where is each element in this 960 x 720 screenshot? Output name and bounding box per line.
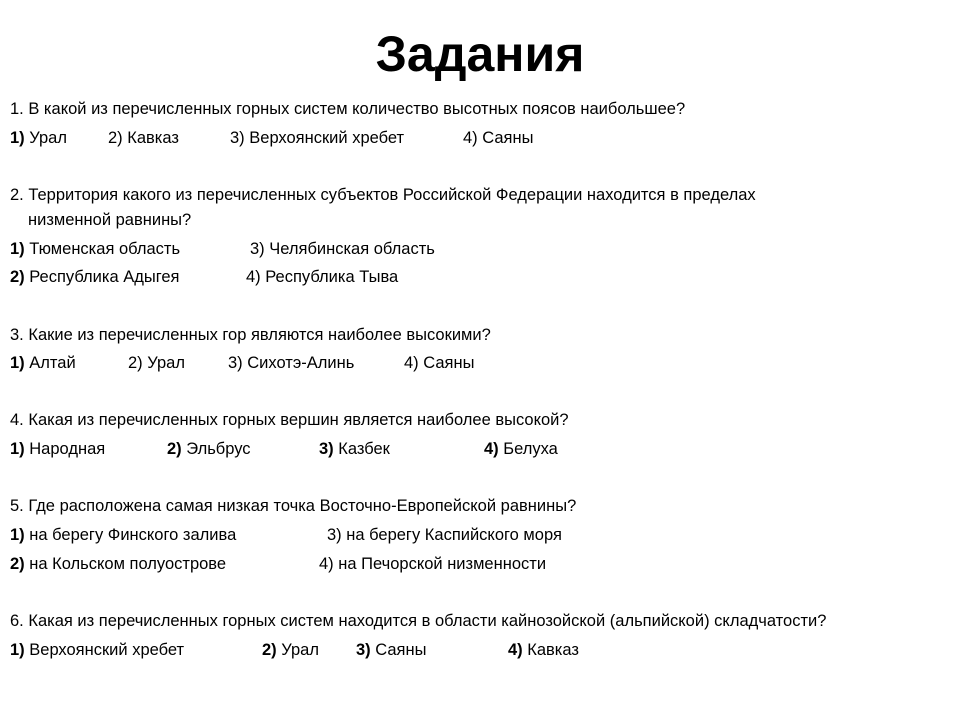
answer-option: 3) на берегу Каспийского моря bbox=[327, 526, 562, 544]
answer-option: 4) Республика Тыва bbox=[246, 268, 399, 286]
question-3-options bbox=[10, 352, 950, 374]
answer-option: 2) Урал bbox=[262, 641, 319, 659]
answer-option: 3) Верхоянский хребет bbox=[230, 129, 405, 147]
answer-option: 3) Казбек bbox=[319, 440, 390, 458]
question-2-text-line2: низменной равнины? bbox=[28, 211, 192, 229]
question-5-text: 5. Где расположена самая низкая точка Восточно-Европейской равнины? bbox=[10, 497, 577, 515]
answer-option: 1) Алтай bbox=[10, 354, 76, 372]
question-2-options-row1 bbox=[10, 238, 950, 260]
answer-option: 2) Эльбрус bbox=[167, 440, 251, 458]
answer-option: 4) Саяны bbox=[463, 129, 534, 147]
question-5-options-row1 bbox=[10, 524, 950, 546]
answer-option: 4) Саяны bbox=[404, 354, 475, 372]
answer-option: 1) Тюменская область bbox=[10, 240, 181, 258]
answer-option: 3) Саяны bbox=[356, 641, 427, 659]
question-4-options bbox=[10, 438, 950, 460]
question-3-text: 3. Какие из перечисленных гор являются наиболее высокими? bbox=[10, 326, 491, 344]
question-1-text: 1. В какой из перечисленных горных систем количество высотных поясов наибольшее? bbox=[10, 100, 686, 118]
answer-option: 1) Народная bbox=[10, 440, 106, 458]
answer-option: 4) Белуха bbox=[484, 440, 558, 458]
answer-option: 4) Кавказ bbox=[508, 641, 579, 659]
answer-option: 3) Челябинская область bbox=[250, 240, 435, 258]
page-title: Задания bbox=[375, 26, 585, 82]
answer-option: 1) Верхоянский хребет bbox=[10, 641, 185, 659]
question-5-options-row2 bbox=[10, 553, 950, 575]
answer-option: 2) Кавказ bbox=[108, 129, 179, 147]
question-6-options bbox=[10, 639, 950, 661]
question-4-text: 4. Какая из перечисленных горных вершин является наиболее высокой? bbox=[10, 411, 569, 429]
question-2-options-row2 bbox=[10, 266, 950, 288]
answer-option: 3) Сихотэ-Алинь bbox=[228, 354, 355, 372]
answer-option: 1) на берегу Финского залива bbox=[10, 526, 237, 544]
question-2-text-line1: 2. Территория какого из перечисленных субъектов Российской Федерации находится в пределах bbox=[10, 186, 756, 204]
answer-option: 4) на Печорской низменности bbox=[319, 555, 547, 573]
answer-option: 2) Республика Адыгея bbox=[10, 268, 180, 286]
question-6-text: 6. Какая из перечисленных горных систем находится в области кайнозойской (альпийской) складчатости? bbox=[10, 612, 827, 630]
answer-option: 2) Урал bbox=[128, 354, 185, 372]
answer-option: 1) Урал bbox=[10, 129, 67, 147]
question-1-options bbox=[10, 127, 950, 149]
answer-option: 2) на Кольском полуострове bbox=[10, 555, 227, 573]
